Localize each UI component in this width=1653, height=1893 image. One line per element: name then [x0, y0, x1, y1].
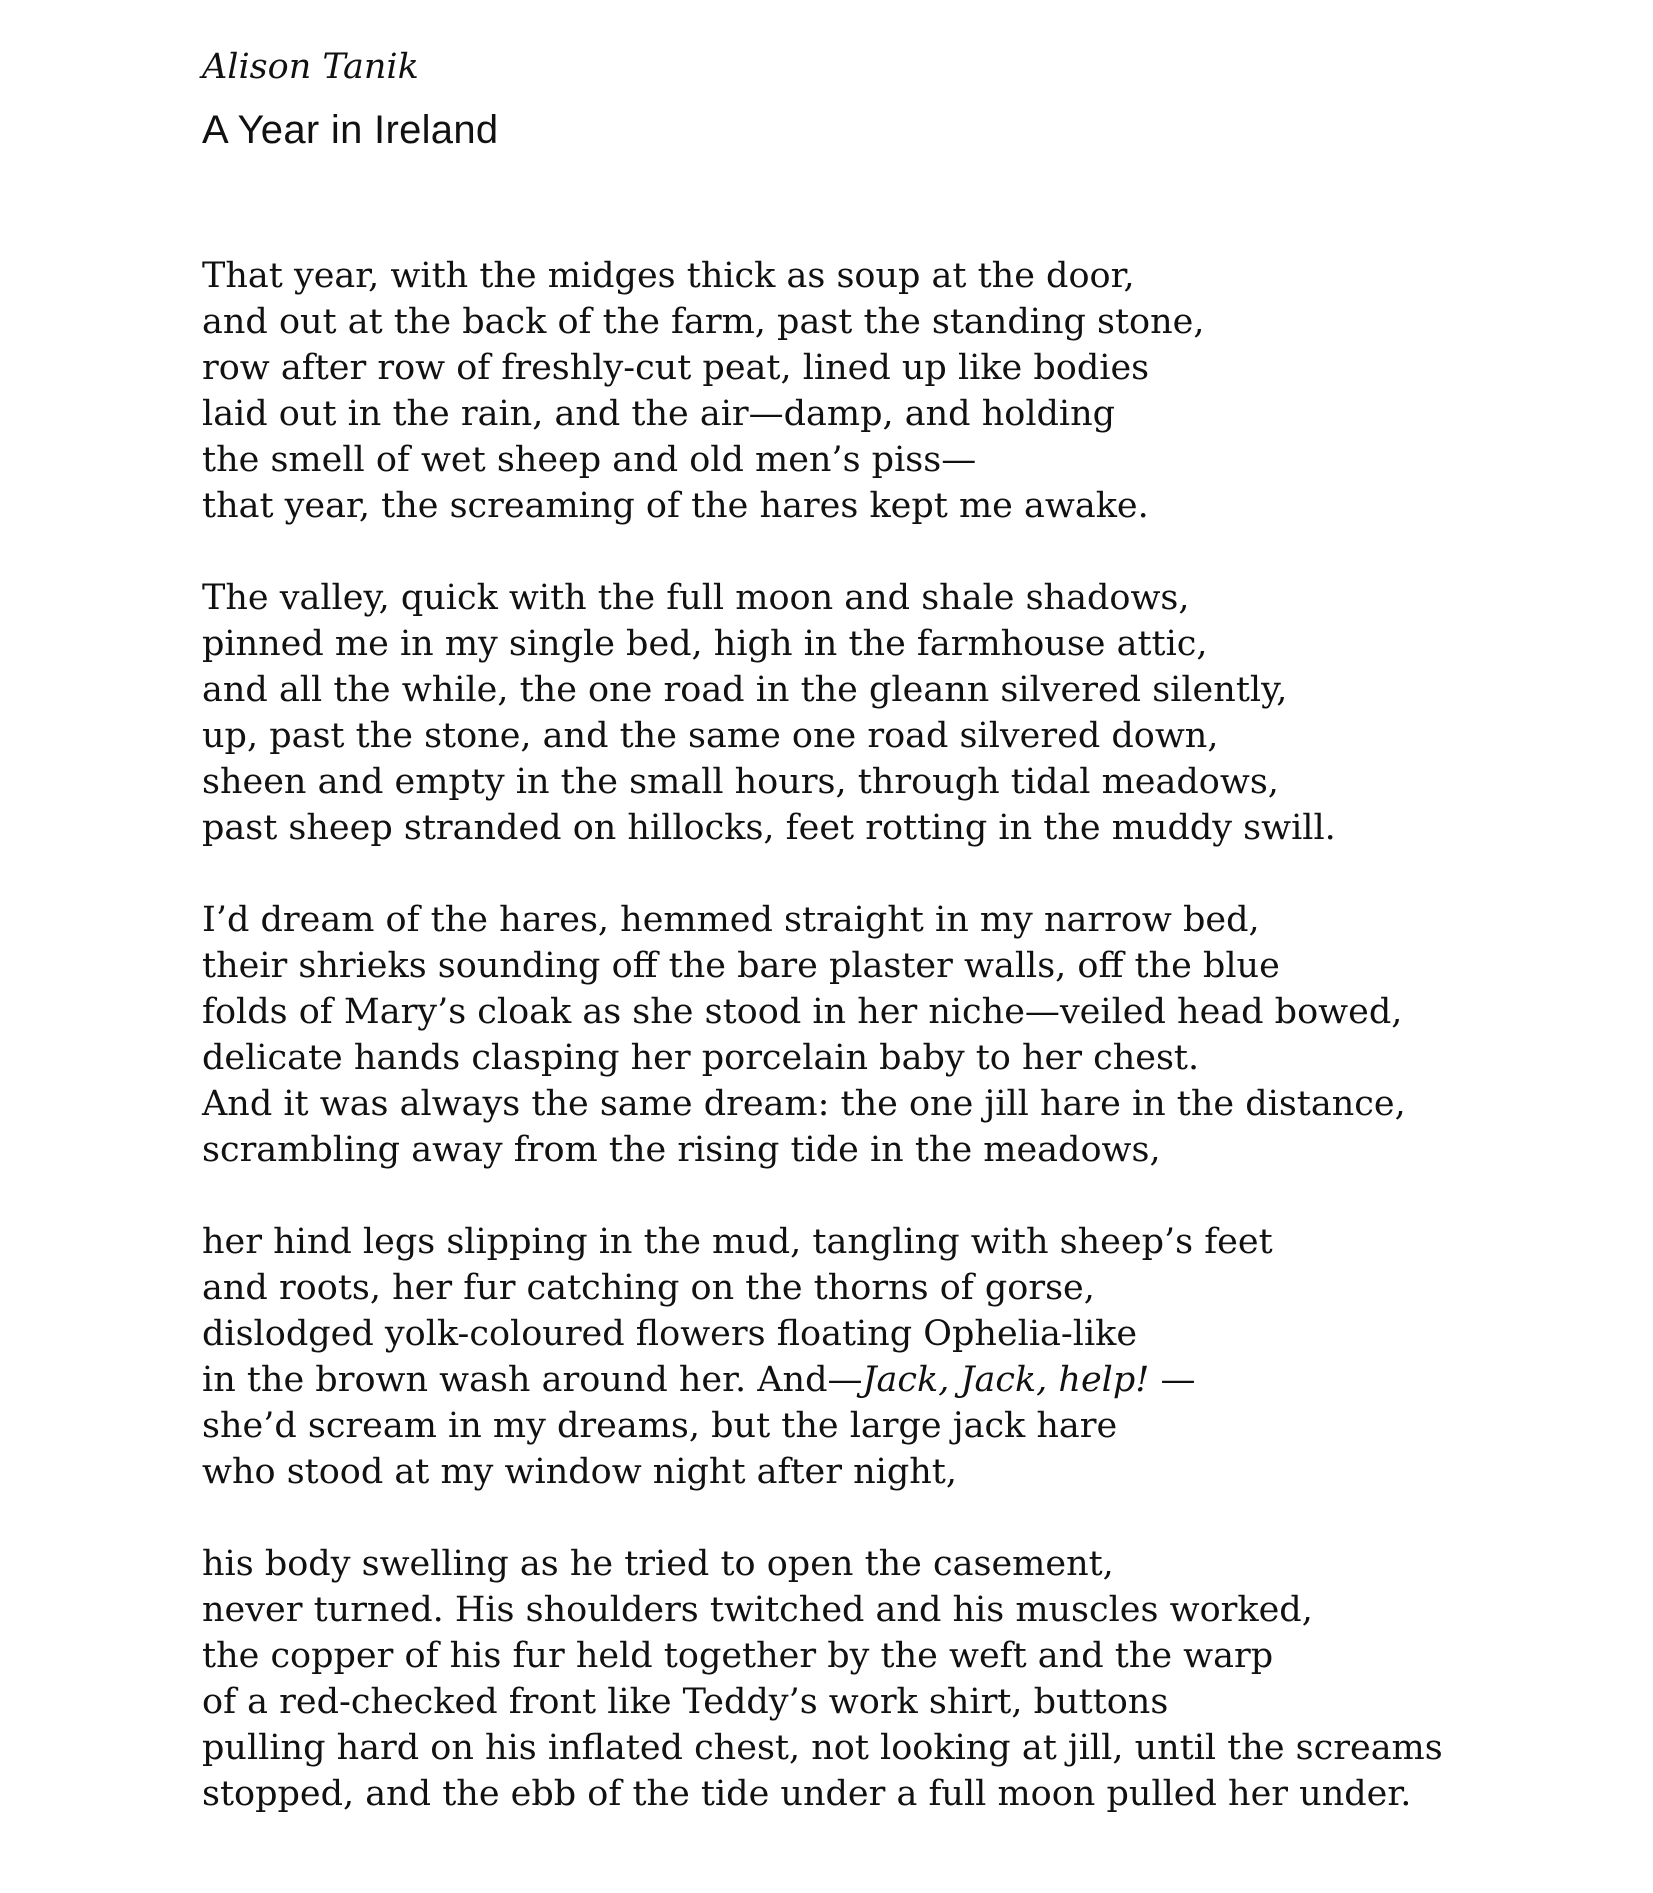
- poem-line: folds of Mary’s cloak as she stood in her niche—veiled head bowed,: [202, 992, 1403, 1032]
- poem-line: of a red-checked front like Teddy’s work shirt, buttons: [202, 1682, 1169, 1722]
- poem-line: the smell of wet sheep and old men’s piss—: [202, 440, 977, 480]
- poem-line: I’d dream of the hares, hemmed straight in my narrow bed,: [202, 900, 1260, 940]
- poem-line: never turned. His shoulders twitched and his muscles worked,: [202, 1590, 1313, 1630]
- poem-line: his body swelling as he tried to open the casement,: [202, 1544, 1114, 1584]
- poem-line: And it was always the same dream: the one jill hare in the distance,: [202, 1084, 1406, 1124]
- poem-line: delicate hands clasping her porcelain baby to her chest.: [202, 1038, 1200, 1078]
- poem-line: who stood at my window night after night,: [202, 1452, 957, 1492]
- poem-line: pulling hard on his inflated chest, not looking at jill, until the screams: [202, 1728, 1443, 1768]
- poem-line: that year, the screaming of the hares kept me awake.: [202, 486, 1149, 526]
- poem-line: her hind legs slipping in the mud, tangling with sheep’s feet: [202, 1222, 1273, 1262]
- poem-line: That year, with the midges thick as soup at the door,: [202, 256, 1135, 296]
- stanza-3: [202, 897, 1602, 1173]
- poem-line: laid out in the rain, and the air—damp, and holding: [202, 394, 1116, 434]
- poem-line: up, past the stone, and the same one road silvered down,: [202, 716, 1219, 756]
- stanza-4: [202, 1219, 1602, 1495]
- poem-line: she’d scream in my dreams, but the large jack hare: [202, 1406, 1118, 1446]
- stanza-2: [202, 575, 1602, 851]
- poem-line: their shrieks sounding off the bare plaster walls, off the blue: [202, 946, 1280, 986]
- poem-title: A Year in Ireland: [202, 108, 499, 152]
- poem-page: [202, 40, 1602, 1863]
- line-text-before: in the brown wash around her. And—: [202, 1360, 863, 1400]
- poem-line: and out at the back of the farm, past the standing stone,: [202, 302, 1205, 342]
- stanza-1: [202, 253, 1602, 529]
- stanza-5: [202, 1541, 1602, 1817]
- poem-line: scrambling away from the rising tide in the meadows,: [202, 1130, 1161, 1170]
- poem-line: row after row of freshly-cut peat, lined up like bodies: [202, 348, 1150, 388]
- poem-line: dislodged yolk-coloured flowers floating Ophelia-like: [202, 1314, 1138, 1354]
- poem-line: the copper of his fur held together by the weft and the warp: [202, 1636, 1274, 1676]
- poem-line-mixed: [202, 1357, 1602, 1403]
- author-name: Alison Tanik: [202, 47, 419, 87]
- line-text-after: —: [1149, 1360, 1196, 1400]
- poem-line: The valley, quick with the full moon and shale shadows,: [202, 578, 1190, 618]
- poem-line: and roots, her fur catching on the thorns of gorse,: [202, 1268, 1095, 1308]
- poem-line: stopped, and the ebb of the tide under a full moon pulled her under.: [202, 1774, 1412, 1814]
- poem-line: and all the while, the one road in the gleann silvered silently,: [202, 670, 1288, 710]
- poem-line: past sheep stranded on hillocks, feet rotting in the muddy swill.: [202, 808, 1336, 848]
- poem-line: pinned me in my single bed, high in the farmhouse attic,: [202, 624, 1208, 664]
- italic-speech: Jack, Jack, help!: [862, 1360, 1150, 1400]
- poem-body: [202, 253, 1602, 1817]
- poem-line: sheen and empty in the small hours, through tidal meadows,: [202, 762, 1279, 802]
